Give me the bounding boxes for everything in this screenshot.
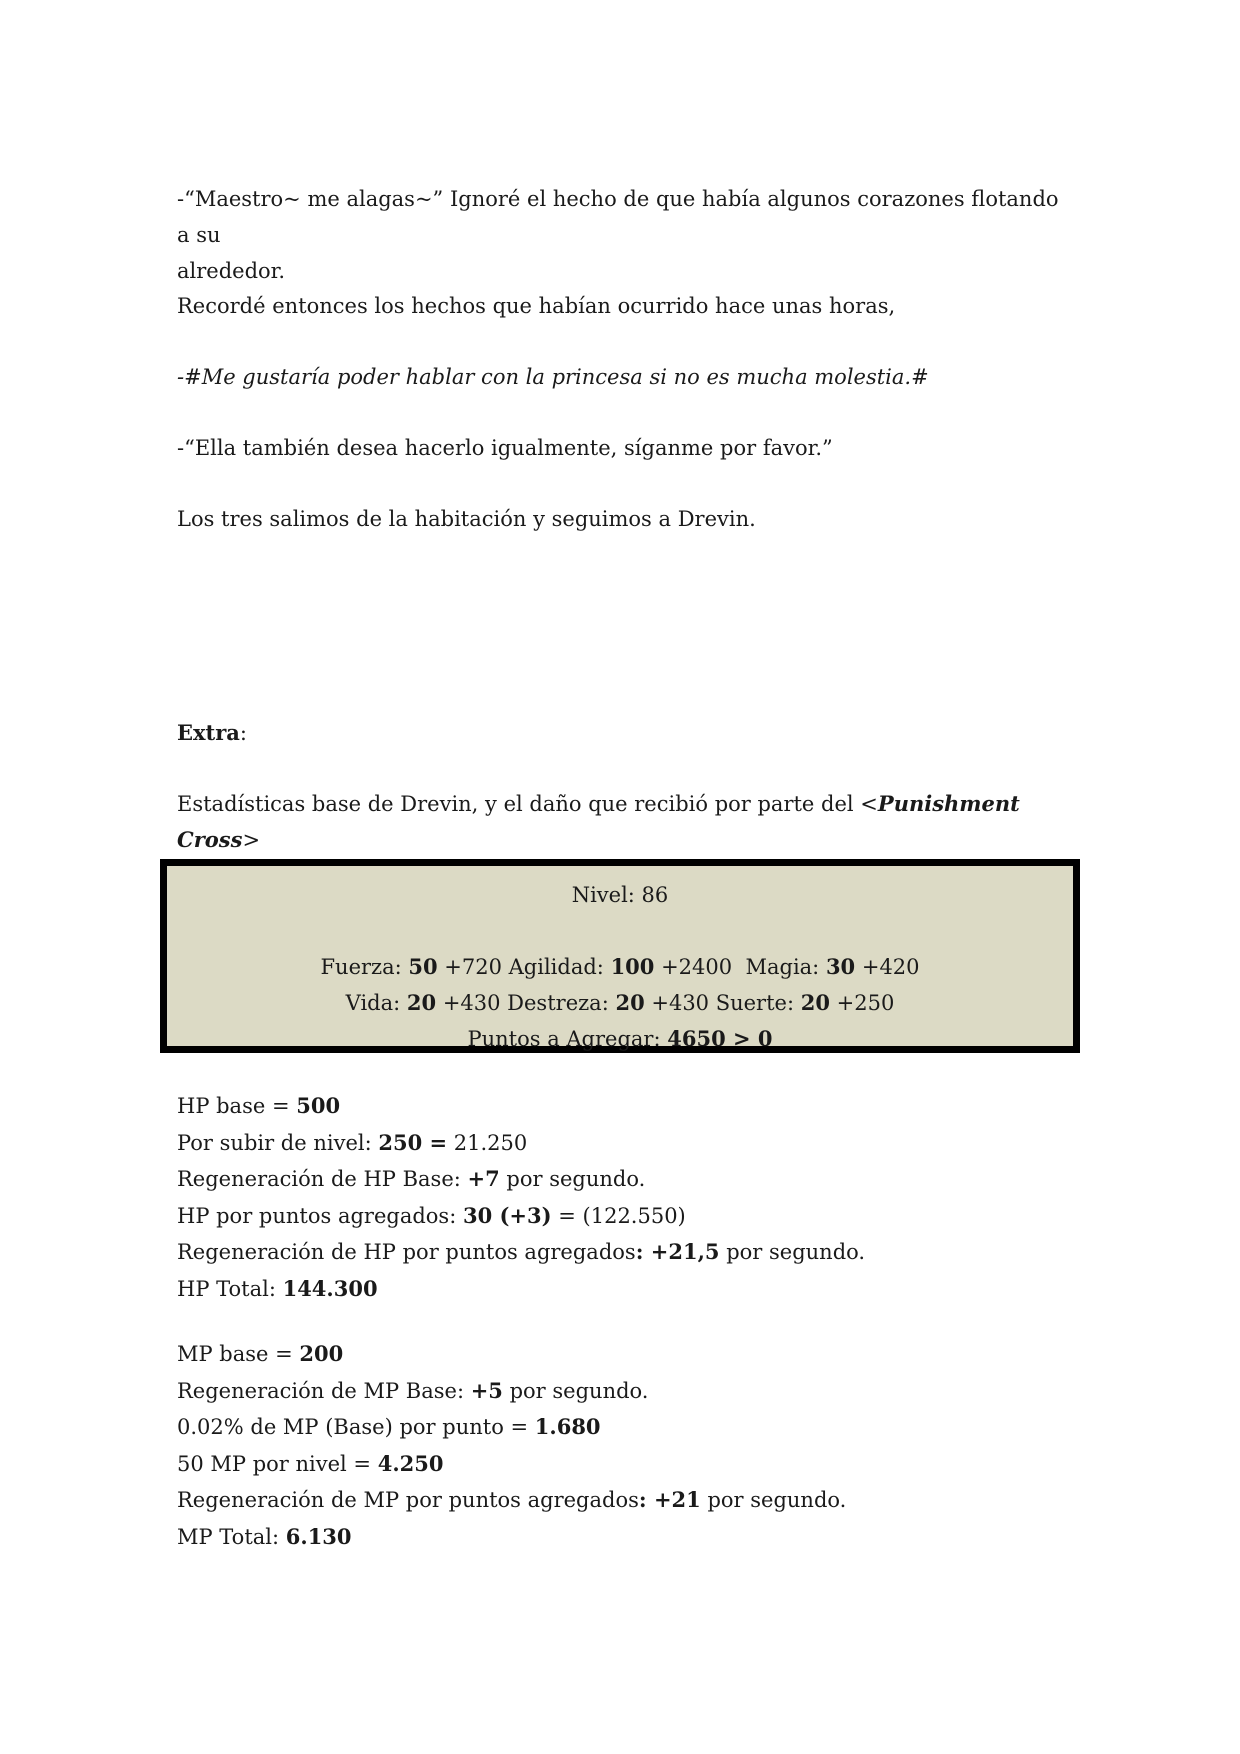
fuerza-bonus: +720 bbox=[437, 955, 509, 979]
intro-end: > bbox=[242, 828, 261, 852]
stats-box bbox=[160, 859, 1080, 1053]
mp-level-row bbox=[177, 1446, 1077, 1483]
hp-points-bold: 30 (+3) bbox=[462, 1202, 552, 1228]
vida-bonus: +430 bbox=[436, 991, 508, 1015]
paragraph-maestro-line2: alrededor. bbox=[177, 259, 286, 283]
hp-base-label: HP base = bbox=[177, 1094, 297, 1118]
intro-skill-name: Punishment Cross bbox=[177, 791, 1020, 852]
mp-regen-points-label: Regeneración de MP por puntos agregados bbox=[177, 1488, 639, 1512]
magia-bonus: +420 bbox=[855, 955, 920, 979]
mp-regen-points-end: por segundo. bbox=[700, 1488, 847, 1512]
hp-points-row bbox=[177, 1198, 1077, 1235]
hp-regen-points-label: Regeneración de HP por puntos agregados bbox=[177, 1240, 636, 1264]
magia-label: Magia: bbox=[745, 955, 826, 979]
mp-total-label: MP Total: bbox=[177, 1524, 286, 1549]
extra-label: Extra bbox=[177, 720, 240, 745]
suerte-label: Suerte: bbox=[715, 991, 801, 1015]
mp-total-row bbox=[177, 1519, 1077, 1556]
hp-level-value: 21.250 bbox=[447, 1130, 528, 1155]
agilidad-base: 100 bbox=[610, 954, 655, 979]
mp-percent-label: 0.02% de MP (Base) por punto = bbox=[177, 1415, 535, 1439]
mp-regen-base-row bbox=[177, 1373, 1077, 1410]
hp-points-label: HP por puntos agregados: bbox=[177, 1203, 463, 1228]
stats-row-3 bbox=[167, 1021, 1073, 1057]
magia-base: 30 bbox=[825, 954, 856, 979]
puntos-label: Puntos a Agregar: bbox=[467, 1027, 668, 1051]
fuerza-label: Fuerza: bbox=[320, 955, 409, 979]
destreza-label: Destreza: bbox=[507, 991, 616, 1015]
hp-regen-base-label: Regeneración de HP Base: bbox=[177, 1167, 468, 1191]
vida-label: Vida: bbox=[345, 991, 407, 1015]
mp-regen-points-bold: : +21 bbox=[638, 1487, 701, 1512]
agilidad-bonus: +2400 bbox=[654, 955, 746, 979]
hp-level-label: Por subir de nivel: bbox=[177, 1130, 379, 1155]
intro-text: Estadísticas base de Drevin, y el daño que recibió por parte del < bbox=[177, 792, 878, 816]
mp-regen-base-end: por segundo. bbox=[502, 1378, 649, 1403]
hp-total-label: HP Total: bbox=[177, 1276, 283, 1301]
hp-regen-base-bold: +7 bbox=[467, 1166, 500, 1191]
destreza-bonus: +430 bbox=[644, 991, 716, 1015]
mp-total-value: 6.130 bbox=[285, 1523, 352, 1549]
hp-block bbox=[177, 1088, 1077, 1307]
hp-regen-points-bold: : +21,5 bbox=[635, 1239, 720, 1264]
paragraph-recorde: Recordé entonces los hechos que habían ocurrido hace unas horas, bbox=[177, 294, 896, 318]
hp-total-row bbox=[177, 1271, 1077, 1308]
hp-level-bold: 250 = bbox=[378, 1129, 448, 1155]
hp-regen-base-row bbox=[177, 1161, 1077, 1198]
agilidad-label: Agilidad: bbox=[508, 955, 611, 979]
mp-level-label: 50 MP por nivel = bbox=[177, 1451, 378, 1476]
paragraph-maestro bbox=[177, 181, 1077, 289]
mp-regen-base-label: Regeneración de MP Base: bbox=[177, 1378, 471, 1403]
fuerza-base: 50 bbox=[408, 954, 438, 979]
mp-percent-row bbox=[177, 1409, 1077, 1446]
mp-block bbox=[177, 1336, 1077, 1555]
mp-base-value: 200 bbox=[299, 1341, 344, 1366]
hp-regen-points-end: por segundo. bbox=[719, 1240, 866, 1264]
mp-regen-points-row bbox=[177, 1482, 1077, 1519]
suerte-bonus: +250 bbox=[829, 991, 895, 1015]
mp-percent-value: 1.680 bbox=[534, 1414, 601, 1439]
paragraph-italic-quote: -#Me gustaría poder hablar con la princesa si no es mucha molestia.# bbox=[177, 365, 929, 389]
suerte-base: 20 bbox=[800, 990, 830, 1015]
hp-total-value: 144.300 bbox=[282, 1275, 378, 1301]
extra-heading bbox=[177, 715, 1077, 751]
hp-level-row bbox=[177, 1125, 1077, 1162]
extra-colon: : bbox=[239, 721, 247, 745]
paragraph-los-tres: Los tres salimos de la habitación y seguimos a Drevin. bbox=[177, 507, 756, 531]
paragraph-estadisticas bbox=[177, 786, 1077, 858]
destreza-base: 20 bbox=[615, 990, 645, 1015]
paragraph-maestro-line1: -“Maestro~ me alagas~” Ignoré el hecho de que había algunos corazones flotando a su bbox=[177, 187, 1059, 247]
stats-level: Nivel: 86 bbox=[571, 883, 669, 907]
stats-gap bbox=[167, 913, 1073, 949]
mp-base-row bbox=[177, 1336, 1077, 1373]
stats-row-1 bbox=[167, 949, 1073, 985]
paragraph-ella: -“Ella también desea hacerlo igualmente, síganme por favor.” bbox=[177, 436, 833, 460]
stats-row-2 bbox=[167, 985, 1073, 1021]
vida-base: 20 bbox=[406, 990, 437, 1015]
hp-base-value: 500 bbox=[296, 1093, 341, 1118]
puntos-value: 4650 > 0 bbox=[667, 1026, 773, 1051]
mp-regen-base-bold: +5 bbox=[470, 1377, 503, 1403]
mp-base-label: MP base = bbox=[177, 1342, 300, 1366]
hp-regen-points-row bbox=[177, 1234, 1077, 1271]
hp-regen-base-end: por segundo. bbox=[499, 1167, 646, 1191]
hp-base-row bbox=[177, 1088, 1077, 1125]
mp-level-value: 4.250 bbox=[377, 1450, 444, 1476]
hp-points-end: = (122.550) bbox=[551, 1203, 686, 1228]
